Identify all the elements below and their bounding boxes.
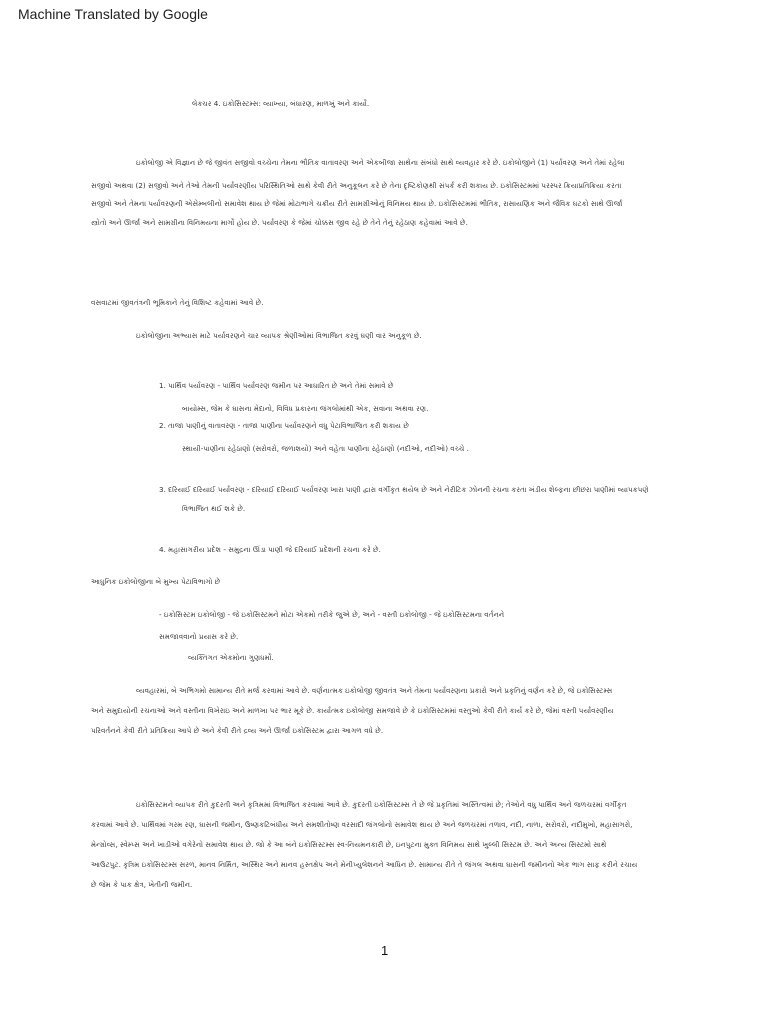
paragraph-6-line-3: મેન્ગ્રોવ્સ, સ્વેમ્પ્સ અને ખાડીઓ વગેરેનો સમાવેશ થાય છે. જો કે આ બંને ઇકોસિસ્ટમ્સ સ્વ-નિયમનકારી છે, ઇનપુટના મુક્ત વિનિમય સાથે ખુલ્લી સિસ્ટમ છે. અને અન્ય સિસ્ટમો સાથે: [91, 840, 607, 849]
paragraph-5-line-1: વ્યવહારમાં, બે અભિગમો સામાન્ય રીતે મર્જ કરવામાં આવે છે. વર્ણનાત્મક ઇકોલોજી જીવતંત્ર અને તેમના પર્યાવરણના પ્રકારો અને પ્રકૃતિનું વર્ણન કરે છે, જે ઇકોસિસ્ટમ્સ: [136, 686, 613, 695]
list-item-3: 3. દરિયાઈ દરિયાઈ પર્યાવરણ - દરિયાઈ દરિયાઈ પર્યાવરણ ખારા પાણી દ્વારા વર્ગીકૃત થયેલ છે અને નેરીટિક ઝોનની રચના કરતા ખંડીય શેલ્ફના છીછરા પાણીમાં વ્યાપકપણે: [159, 485, 649, 494]
paragraph-3: ઇકોલોજીના અભ્યાસ માટે પર્યાવરણને ચાર વ્યાપક શ્રેણીઓમાં વિભાજિત કરવું ઘણી વાર અનુકૂળ છે.: [136, 331, 422, 340]
page-number: 1: [381, 943, 389, 958]
paragraph-6-line-2: કરવામાં આવે છે. પાર્થિવમાં ગરમ રણ, ઘાસની જમીન, ઉષ્ણકટિબંધીય અને સમશીતોષ્ણ વરસાદી જંગલોનો સમાવેશ થાય છે અને જળચરમાં તળાવ, નદી, નાળા, સરોવરો, નદીમુખો, મહાસાગરો,: [91, 820, 633, 829]
subdivision-line-1: - ઇકોસિસ્ટમ ઇકોલોજી - જે ઇકોસિસ્ટમને મોટા એકમો તરીકે જુએ છે, અને - વસ્તી ઇકોલોજી - જે ઇકોસિસ્ટમના વર્તનને: [159, 610, 505, 619]
paragraph-6-line-5: છે જેમ કે પાક ક્ષેત્ર, ખેતીની જમીન.: [91, 880, 193, 889]
paragraph-1-line-1: ઇકોલોજી એ વિજ્ઞાન છે જે જીવંત સજીવો વચ્ચેના તેમના ભૌતિક વાતાવરણ અને એકબીજા સાથેના સંબંધો સાથે વ્યવહાર કરે છે. ઇકોલોજીને (1) પર્યાવરણ અને તેમાં રહેલા: [136, 158, 625, 167]
paragraph-6-line-4: આઉટપુટ. કૃત્રિમ ઇકોસિસ્ટમ્સ સરળ, માનવ નિર્મિત, અસ્થિર અને માનવ હસ્તક્ષેપ અને મેનીપ્યુલેશનને આધિન છે. સામાન્ય રીતે તે જંગલ અથવા ઘાસની જમીનનો એક ભાગ સાફ કરીને રચાય: [91, 860, 638, 869]
paragraph-4: આધુનિક ઇકોલોજીના બે મુખ્ય પેટાવિભાગો છે: [91, 577, 221, 586]
paragraph-6-line-1: ઇકોસિસ્ટમને વ્યાપક રીતે કુદરતી અને કૃત્રિમમાં વિભાજિત કરવામાં આવે છે. કુદરતી ઇકોસિસ્ટમ્સ તે છે જે પ્રકૃતિમાં અસ્તિત્વમાં છે; તેઓને વધુ પાર્થિવ અને જળચરમાં વર્ગીકૃત: [136, 800, 627, 809]
machine-translation-banner: Machine Translated by Google: [18, 6, 208, 22]
subdivision-line-3: વ્યક્તિગત એકમોના ગુણધર્મો.: [188, 653, 274, 662]
paragraph-5-line-2: અને સમુદાયોની રચનાઓ અને વસ્તીના વિખેરાઇ અને માળખા પર ભાર મૂકે છે. કાર્યાત્મક ઇકોલોજી સમજાવે છે કે ઇકોસિસ્ટમમાં વસ્તુઓ કેવી રીતે કાર્ય કરે છે, જેમાં વસ્તી પર્યાવરણીય: [91, 706, 614, 715]
list-item-4: 4. મહાસાગરીય પ્રદેશ - સમુદ્રના ઊંડા પાણી જે દરિયાઈ પ્રદેશની રચના કરે છે.: [159, 545, 381, 554]
subdivision-line-2: સમજાવવાનો પ્રયાસ કરે છે.: [159, 632, 239, 641]
paragraph-1-line-4: સ્ત્રોતો અને ઊર્જા અને સામગ્રીના વિનિમયના માર્ગો હોય છે. પર્યાવરણ કે જેમાં ચોક્કસ જીવ રહે છે તેને તેનું રહેઠાણ કહેવામાં આવે છે.: [91, 218, 468, 227]
list-item-1-continued: બાયોમ્સ, જેમ કે ઘાસના મેદાનો, વિવિધ પ્રકારના જંગલોમાંથી એક, સવાના અથવા રણ.: [182, 404, 429, 413]
paragraph-5-line-3: પરિવર્તનને કેવી રીતે પ્રતિક્રિયા આપે છે અને કેવી રીતે દ્રવ્ય અને ઊર્જા ઇકોસિસ્ટમ દ્વારા આગળ વધે છે.: [91, 726, 384, 735]
list-item-2-continued: સ્થાયી-પાણીના રહેઠાણો (સરોવરો, જળાશયો) અને વહેતા પાણીના રહેઠાણો (નદીઓ, નદીઓ) વચ્ચે .: [182, 444, 469, 453]
paragraph-2: વસવાટમાં જીવતંત્રની ભૂમિકાને તેનું વિશિષ્ટ કહેવામાં આવે છે.: [91, 298, 264, 307]
paragraph-1-line-2: સજીવો અથવા (2) સજીવો અને તેઓ તેમની પર્યાવરણીય પરિસ્થિતિઓ સાથે કેવી રીતે અનુકૂલન કરે છે તેના દૃષ્ટિકોણથી સંપર્ક કરી શકાય છે. ઇકોસિસ્ટમમાં પરસ્પર ક્રિયાપ્રતિક્રિયા કરતા: [91, 181, 622, 190]
list-item-1: 1. પાર્થિવ પર્યાવરણ - પાર્થિવ પર્યાવરણ જમીન પર આધારિત છે અને તેમાં સમાવે છે: [159, 381, 394, 390]
lecture-title: લેક્ચર 4. ઇકોસિસ્ટમ્સ: વ્યાખ્યા, બંધારણ, માળખું અને કાર્યો.: [192, 99, 370, 108]
list-item-2: 2. તાજા પાણીનું વાતાવરણ - તાજા પાણીના પર્યાવરણને વધુ પેટાવિભાજિત કરી શકાય છે: [159, 421, 409, 430]
paragraph-1-line-3: સજીવો અને તેમના પર્યાવરણની એસેમ્બલીનો સમાવેશ થાય છે જેમાં મોટાભાગે ચક્રીય રીતે સામગ્રીઓનું વિનિમય થાય છે. ઇકોસિસ્ટમમાં ભૌતિક, રાસાયણિક અને જૈવિક ઘટકો સાથે ઊર્જા: [91, 199, 623, 208]
list-item-3-continued: વિભાજિત થઈ શકે છે.: [182, 504, 246, 513]
